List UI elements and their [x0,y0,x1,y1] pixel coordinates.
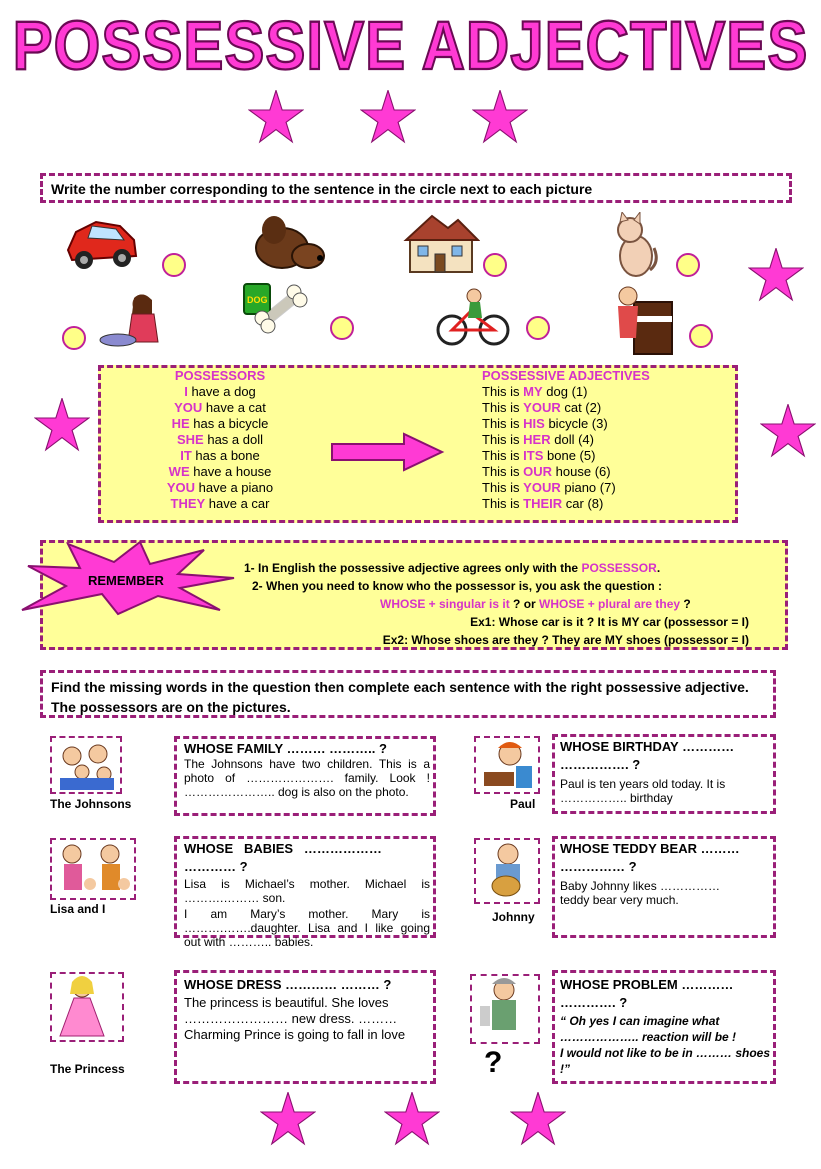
exercise-box [174,836,436,949]
house-picture [402,210,480,274]
johnsons-picture [50,736,122,794]
exercise-text: Paul is ten years old today. It is …………….. birthday [560,777,726,805]
possessor-pronoun: YOU [174,400,203,415]
star-icon [748,248,804,302]
possessor-text: have a house [189,464,272,479]
remember-example-1: Ex1: Whose car is it ? It is MY car (possessor = I) [470,615,749,629]
svg-text:DOG: DOG [247,295,268,305]
doll-girl-picture [98,292,176,350]
adjective-pre: This is [482,448,524,463]
exercise-box [174,736,436,816]
adjective-row [482,416,712,432]
question-singular: WHOSE + singular is it [380,597,510,611]
possessor-row [120,496,320,512]
answer-circle[interactable] [676,253,700,277]
possessors-column [120,368,320,512]
exercise-question-cont: …………… ? [560,859,637,874]
possessor-row [120,464,320,480]
exercise-question: WHOSE BIRTHDAY ………… [560,739,735,754]
possessor-text: have a car [205,496,270,511]
exercise-caption: Paul [510,797,536,811]
answer-circle[interactable] [689,324,713,348]
possessor-text: have a cat [202,400,266,415]
answer-circle[interactable] [526,316,550,340]
possessor-pronoun: HE [171,416,190,431]
adjective-key: HIS [523,416,545,431]
exercise-text-2: I am Mary’s mother. Mary is ……….…….daughter. Lisa and I like going out with ……….. babies. [184,907,430,949]
exercise-caption: The Princess [50,1062,125,1076]
instruction-box-2 [40,670,776,718]
possessor-row [120,480,320,496]
exercise-box [552,836,776,938]
adjective-rest: doll (4) [550,432,594,447]
remember-rule-2: 2- When you need to know who the possessor is, you ask the question : [252,579,663,593]
question-end: ? [680,597,691,611]
adjective-pre: This is [482,416,524,431]
bone-picture [238,278,318,342]
bicycle-picture [434,286,512,348]
rule-1-text: 1- In English the possessive adjective agrees only with the [244,561,582,575]
possessor-text: have a piano [195,480,274,495]
page-title: POSSESSIVE ADJECTIVES [12,6,809,84]
exercise-question: WHOSE BABIES ……………… [184,841,382,856]
possessors-header: POSSESSORS [174,368,266,383]
adjective-row [482,480,712,496]
remember-rule-1 [244,559,784,577]
adjective-rest: dog (1) [542,384,588,399]
exercise-question: WHOSE DRESS ………… ……… ? [184,977,392,992]
exercise-box [552,970,776,1084]
adjective-row [482,496,712,512]
star-icon [248,90,304,144]
exercise-question-cont: ………… ? [184,859,248,874]
rule-1-keyword: POSSESSOR [581,561,657,575]
star-icon [384,1092,440,1146]
adjective-rest: house (6) [552,464,611,479]
exercise-box [552,734,776,814]
possessor-row [120,400,320,416]
possessor-pronoun: WE [168,464,190,479]
star-icon [360,90,416,144]
exercise-text: The Johnsons have two children. This is a photo of …………………. family. Look ! ………………….. dog is also on the photo. [184,757,430,799]
car-picture [62,210,140,272]
possessor-pronoun: YOU [166,480,196,495]
exercise-text: “ Oh yes I can imagine what ……………….. reaction will be ! [560,1014,737,1044]
star-icon [472,90,528,144]
star-icon [34,398,90,452]
old-lady-picture [470,974,540,1044]
question-mark-icon: ? [484,1046,503,1079]
adjective-key: HER [523,432,551,447]
adjective-row [482,384,712,400]
instruction-text-2: Find the missing words in the question then complete each sentence with the right possessive adjective. The possessors are on the pictures. [51,679,749,715]
exercise-question: WHOSE TEDDY BEAR ……… [560,841,740,856]
princess-picture [50,972,124,1042]
adjectives-header: POSSESSIVE ADJECTIVES [482,368,650,383]
star-icon [510,1092,566,1146]
adjective-pre: This is [482,384,524,399]
possessor-row [120,432,320,448]
possessor-text: has a doll [203,432,263,447]
dog-picture [252,212,328,274]
adjective-rest: car (8) [562,496,604,511]
possessor-text: has a bicycle [189,416,269,431]
possessor-row [120,416,320,432]
adjective-row [482,400,712,416]
adjective-rest: cat (2) [560,400,602,415]
question-or: ? or [509,597,540,611]
possessor-pronoun: IT [180,448,192,463]
johnny-picture [474,838,540,904]
adjective-pre: This is [482,496,524,511]
possessor-pronoun: I [184,384,188,399]
adjective-key: MY [523,384,543,399]
question-plural: WHOSE + plural are they [539,597,681,611]
star-icon [260,1092,316,1146]
adjective-row [482,432,712,448]
adjectives-column [482,368,712,512]
remember-example-2: Ex2: Whose shoes are they ? They are MY shoes (possessor = I) [382,633,749,647]
lisa-picture [50,838,136,900]
adjective-pre: This is [482,464,524,479]
possessor-text: have a dog [187,384,256,399]
instruction-box [40,173,792,203]
adjective-pre: This is [482,400,524,415]
exercise-question: WHOSE FAMILY ……… ……….. ? [184,741,387,756]
adjective-key: ITS [523,448,544,463]
possessor-text: has a bone [191,448,260,463]
adjective-rest: bone (5) [543,448,596,463]
adjective-row [482,464,712,480]
instruction-text: Write the number corresponding to the sentence in the circle next to each picture [51,181,593,197]
piano-picture [612,282,674,358]
exercise-question: WHOSE PROBLEM ………… [560,977,734,992]
exercise-text-2: I would not like to be in ……… shoes !” [560,1046,771,1076]
rule-1-end: . [656,561,661,575]
paul-picture [474,736,540,794]
adjective-row [482,448,712,464]
star-icon [760,404,816,458]
adjective-key: OUR [523,464,553,479]
exercise-caption: Johnny [492,910,535,924]
answer-circle[interactable] [483,253,507,277]
adjective-key: THEIR [523,496,563,511]
answer-circle[interactable] [62,326,86,350]
exercise-text: Lisa is Michael’s mother. Michael is ……….……… son. [184,877,430,905]
adjective-key: YOUR [523,400,561,415]
exercise-question-cont: …………. ? [560,995,628,1010]
exercise-box [174,970,436,1084]
adjective-pre: This is [482,432,524,447]
arrow-icon [330,432,446,472]
possessor-row [120,384,320,400]
exercise-text: Baby Johnny likes …………… teddy bear very much. [560,879,721,907]
cat-picture [610,212,660,278]
possessor-pronoun: THEY [170,496,206,511]
exercise-question-cont: ……………. ? [560,757,641,772]
exercise-text: The princess is beautiful. She loves …………………… new dress. ……… Charming Prince is going to fall in love [184,995,406,1042]
adjective-pre: This is [482,480,524,495]
adjective-rest: piano (7) [560,480,616,495]
adjective-rest: bicycle (3) [544,416,608,431]
possessor-pronoun: SHE [177,432,204,447]
exercise-caption: The Johnsons [50,797,132,811]
possessor-row [120,448,320,464]
exercise-caption: Lisa and I [50,902,106,916]
adjective-key: YOUR [523,480,561,495]
remember-label: REMEMBER [88,573,164,588]
answer-circle[interactable] [330,316,354,340]
answer-circle[interactable] [162,253,186,277]
remember-question [380,595,691,613]
